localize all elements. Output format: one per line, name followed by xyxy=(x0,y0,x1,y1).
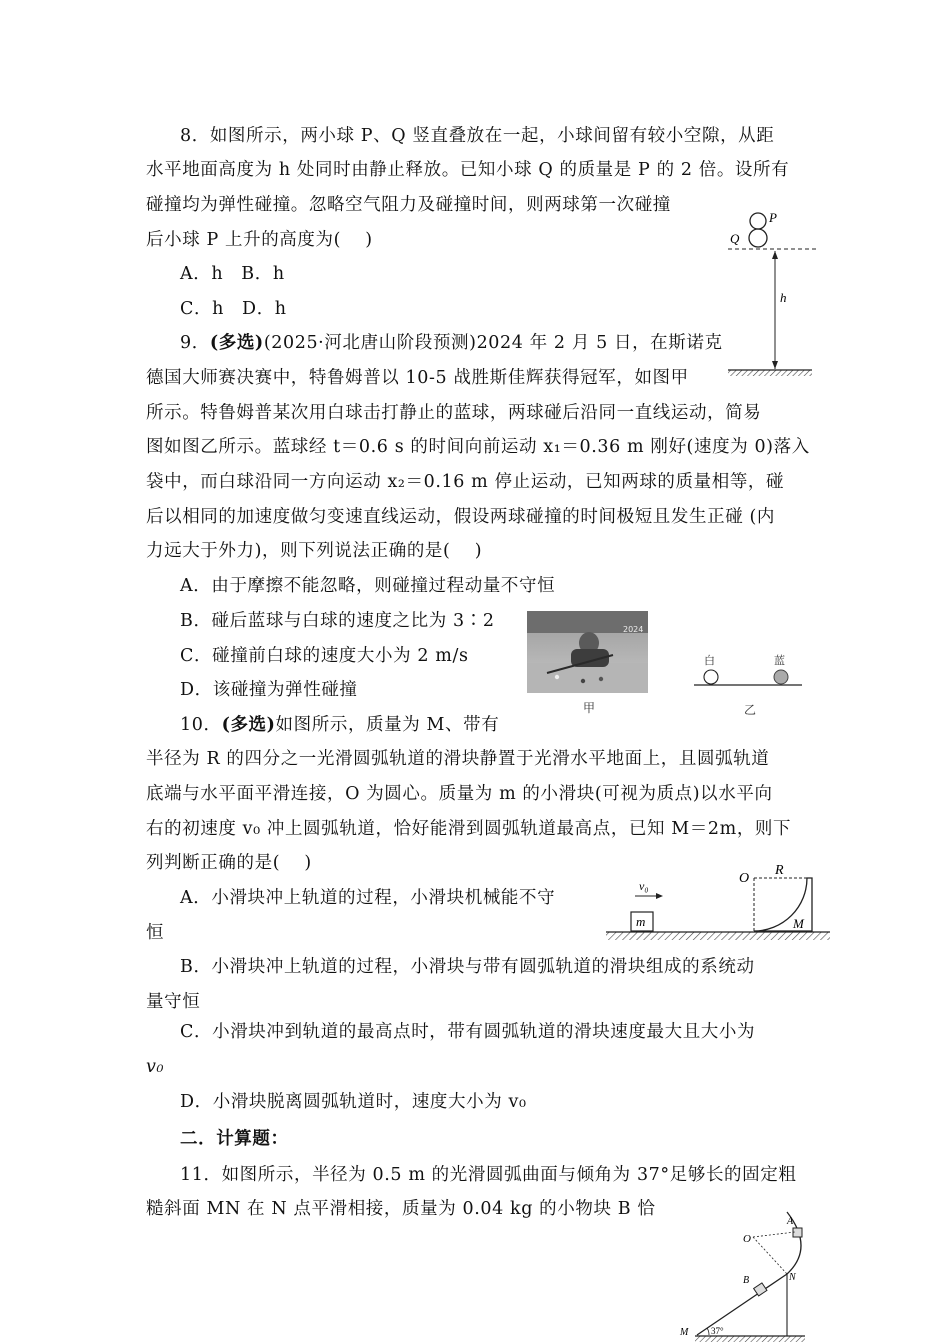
white-ball xyxy=(704,670,718,684)
q11-line-1: 11．如图所示，半径为 0.5 m 的光滑圆弧曲面与倾角为 37°足够长的固定粗 xyxy=(180,1165,797,1185)
q8-line-1: 8．如图所示，两小球 P、Q 竖直叠放在一起，小球间留有较小空隙，从距 xyxy=(180,126,775,146)
blue-ball xyxy=(774,670,788,684)
label-q: Q xyxy=(730,231,740,246)
label-h: h xyxy=(780,290,787,305)
q8-options-cd: C．h D．h xyxy=(180,299,287,319)
q9-line-4: 图如图乙所示。蓝球经 t＝0.6 s 的时间向前运动 x₁＝0.36 m 刚好(速度为 0)落入 xyxy=(146,437,810,457)
q10-option-d: D．小滑块脱离圆弧轨道时，速度大小为 v₀ xyxy=(180,1092,527,1112)
arrow-head-up xyxy=(772,251,778,259)
q11-line-2: 糙斜面 MN 在 N 点平滑相接，质量为 0.04 kg 的小物块 B 恰 xyxy=(146,1199,656,1219)
q8-line-3: 碰撞均为弹性碰撞。忽略空气阻力及碰撞时间，则两球第一次碰撞 xyxy=(146,195,671,215)
snooker-photo xyxy=(527,611,648,693)
q10-line-4: 右的初速度 v₀ 冲上圆弧轨道，恰好能滑到圆弧轨道最高点，已知 M＝2m，则下 xyxy=(146,819,792,839)
label-A: A xyxy=(787,1216,794,1227)
q9-option-a: A．由于摩擦不能忽略，则碰撞过程动量不守恒 xyxy=(180,576,556,596)
q9-line-2: 德国大师赛决赛中，特鲁姆普以 10-5 战胜斯佳辉获得冠军，如图甲 xyxy=(146,368,689,388)
collision-diagram xyxy=(690,650,805,695)
label-M: M xyxy=(793,916,804,931)
ball-q xyxy=(749,229,767,247)
label-B: B xyxy=(743,1275,750,1286)
q9-line-3: 所示。特鲁姆普某次用白球击打静止的蓝球，两球碰后沿同一直线运动，简易 xyxy=(146,403,762,423)
label-R: R xyxy=(775,863,784,878)
label-white: 白 xyxy=(704,654,715,667)
q10-option-b-1: B．小滑块冲上轨道的过程，小滑块与带有圆弧轨道的滑块组成的系统动 xyxy=(180,957,755,977)
block-b xyxy=(754,1283,767,1296)
label-N: N xyxy=(789,1272,796,1283)
q10-option-a-1: A．小滑块冲上轨道的过程，小滑块机械能不守 xyxy=(180,888,556,908)
label-O: O xyxy=(739,871,750,886)
q10-option-c-2: v₀ xyxy=(146,1057,165,1077)
q10-line-5: 列判断正确的是( ) xyxy=(146,853,312,873)
block-a xyxy=(793,1228,802,1237)
q10-line-3: 底端与水平面平滑连接，O 为圆心。质量为 m 的小滑块(可视为质点)以水平向 xyxy=(146,784,773,804)
floor xyxy=(606,932,830,940)
q11-figure xyxy=(675,1208,815,1344)
ground xyxy=(695,1336,805,1342)
label-O: O xyxy=(743,1233,751,1245)
svg-text:2024: 2024 xyxy=(623,625,644,634)
q10-line-2: 半径为 R 的四分之一光滑圆弧轨道的滑块静置于光滑水平地面上，且圆弧轨道 xyxy=(146,749,770,769)
q10-figure xyxy=(603,860,833,945)
caption-yi: 乙 xyxy=(744,703,757,717)
q9-line-1: 9．(多选)(2025·河北唐山阶段预测)2024 年 2 月 5 日，在斯诺克 xyxy=(180,333,723,353)
q9-option-d: D．该碰撞为弹性碰撞 xyxy=(180,680,358,700)
caption-jia: 甲 xyxy=(583,701,596,715)
q10-line-1: 10．(多选)如图所示，质量为 M、带有 xyxy=(180,715,500,735)
q8-options-ab: A．h B．h xyxy=(180,264,285,284)
q10-option-c-1: C．小滑块冲到轨道的最高点时，带有圆弧轨道的滑块速度最大且大小为 xyxy=(180,1022,756,1042)
q9-line-7: 力远大于外力)，则下列说法正确的是( ) xyxy=(146,541,483,561)
q9-line-5: 袋中，而白球沿同一方向运动 x₂＝0.16 m 停止运动，已知两球的质量相等，碰 xyxy=(146,472,785,492)
ball-p xyxy=(750,213,766,229)
q9-option-c: C．碰撞前白球的速度大小为 2 m/s xyxy=(180,646,469,666)
section-title: 二．计算题： xyxy=(180,1129,289,1149)
label-blue: 蓝 xyxy=(774,654,785,667)
q8-line-4: 后小球 P 上升的高度为( ) xyxy=(146,230,373,250)
q9-option-b: B．碰后蓝球与白球的速度之比为 3∶2 xyxy=(180,611,495,631)
label-m: m xyxy=(636,914,646,929)
label-p: P xyxy=(769,210,777,225)
label-v0: v₀ xyxy=(639,879,649,893)
q10-option-b-2: 量守恒 xyxy=(146,992,201,1012)
label-angle: 37° xyxy=(711,1326,724,1336)
label-M: M xyxy=(680,1327,689,1338)
q9-line-6: 后以相同的加速度做匀变速直线运动，假设两球碰撞的时间极短且发生正碰 (内 xyxy=(146,507,775,527)
q8-line-2: 水平地面高度为 h 处同时由静止释放。已知小球 Q 的质量是 P 的 2 倍。设所有 xyxy=(146,160,790,180)
q10-option-a-2: 恒 xyxy=(146,923,165,943)
